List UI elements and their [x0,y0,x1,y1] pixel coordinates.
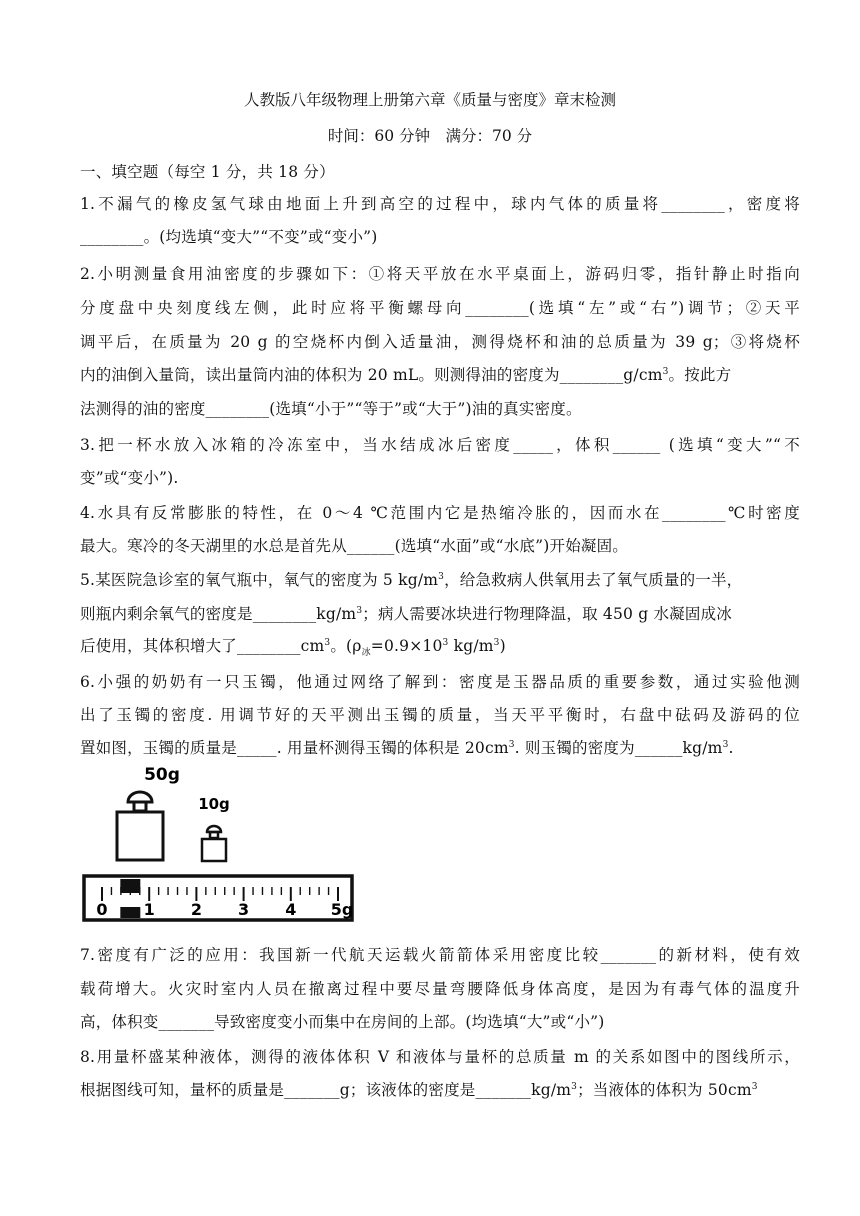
q2-line1: 2.小明测量食用油密度的步骤如下：①将天平放在水平桌面上，游码归零，指针静止时指向 [80,265,800,283]
q2-line5: 法测得的油的密度________(选填“小于”“等于”或“大于”)油的真实密度。 [80,400,582,418]
q5-line3-rho: 。(ρ [330,637,362,655]
exam-title: 人教版八年级物理上册第六章《质量与密度》章末检测 [243,91,616,109]
scale-tick-label: 2 [190,900,202,919]
q3-line2: 变”或“变小”). [80,469,179,487]
q6-line3-mid: . 则玉镯的密度为______kg/m [514,739,723,757]
q2-line4 [80,363,800,385]
q8-line2-sup2: 3 [751,1081,758,1092]
q4-line2: 最大。寒冷的冬天湖里的水总是首先从______(选填“水面”或“水底”)开始凝固。 [80,537,628,555]
rider-scale [84,876,353,920]
q1-line2: ________。(均选填“变大”“不变”或“变小”) [80,228,378,246]
q1-line1: 1.不漏气的橡皮氢气球由地面上升到高空的过程中，球内气体的质量将________，密度将 [80,195,800,213]
q6-line3-end: . [728,739,734,757]
q5-line2-text: 则瓶内剩余氧气的密度是________kg/m [80,605,357,623]
q5-line3-text: 后使用，其体积增大了________cm [80,637,325,655]
balance-weights-figure [80,762,380,932]
q5-line3-sup: 3 [324,637,331,648]
weight-50g [117,792,163,860]
section-heading: 一、填空题（每空 1 分，共 18 分） [80,163,335,181]
scale-tick-label: 3 [238,900,250,919]
q5-line1-end: ，给急救病人供氧用去了氧气质量的一半， [444,571,743,589]
weight-50g-label: 50g [144,765,180,785]
q7-line3: 高，体积变_______导致密度变小而集中在房间的上部。(均选填“大”或“小”) [80,1013,605,1031]
scale-tick-label: 4 [285,900,297,919]
q8-line2-mid: ；当液体的体积为 50cm [577,1081,752,1099]
q8-line2-sup: 3 [571,1081,578,1092]
q5-line3-sup3: 3 [493,637,500,648]
scale-tick-label: 1 [143,900,155,919]
q6-line3 [80,736,800,758]
q5-line3-unit: kg/m [448,637,494,655]
q5-line2 [80,602,800,624]
q7-line1: 7.密度有广泛的应用：我国新一代航天运载火箭箭体采用密度比较_______的新材料，使有效 [80,946,800,964]
rider-bottom [120,907,140,918]
scale-tick-label: 0 [96,900,108,919]
weight-10g-label: 10g [198,795,230,813]
scale-tick-label: 5g [330,900,354,919]
q5-line3-val: =0.9×10 [370,637,443,655]
q5-line3-sub: 冰 [361,648,371,659]
q5-line1 [80,568,800,590]
q2-line2: 分度盘中央刻度线左侧，此时应将平衡螺母向________(选填“左”或“右”)调节；②天平 [80,299,800,317]
q5-line2-sup: 3 [356,605,363,616]
q6-line1: 6.小强的奶奶有一只玉镯，他通过网络了解到：密度是玉器品质的重要参数，通过实验他测 [80,673,800,691]
q5-line3 [80,634,800,659]
exam-subtitle: 时间：60 分钟 满分：70 分 [327,127,533,145]
q7-line2: 载荷增大。火灾时室内人员在撤离过程中要尽量弯腰降低身体高度，是因为有毒气体的温度升 [80,980,800,998]
q8-line2 [80,1078,800,1100]
q6-line2: 出了玉镯的密度. 用调节好的天平测出玉镯的质量，当天平平衡时，右盘中砝码及游码的位 [80,706,800,724]
rider-top [120,879,140,893]
q8-line2-text: 根据图线可知，量杯的质量是_______g；该液体的密度是_______kg/m [80,1081,572,1099]
q5-line1-sup: 3 [438,571,445,582]
q6-line3-sup: 3 [508,739,515,750]
q2-line4-text: 内的油倒入量筒，读出量筒内油的体积为 20 mL。则测得油的密度为________g/cm [80,366,663,384]
weight-10g [202,826,226,861]
q6-line3-text: 置如图，玉镯的质量是_____. 用量杯测得玉镯的体积是 20cm [80,739,509,757]
q5-line3-close: ) [499,637,506,655]
q2-line4-sup: 3 [662,366,669,377]
q5-line2-end: ；病人需要冰块进行物理降温，取 450 g 水凝固成冰 [362,605,732,623]
q8-line1: 8.用量杯盛某种液体，测得的液体体积 V 和液体与量杯的总质量 m 的关系如图中的图线所示， [80,1048,800,1066]
q6-line3-sup2: 3 [722,739,729,750]
q5-line3-sup2: 3 [442,637,449,648]
q2-line3: 调平后，在质量为 20 g 的空烧杯内倒入适量油，测得烧杯和油的总质量为 39 g；③将烧杯 [80,333,800,351]
q4-line1: 4.水具有反常膨胀的特性，在 0～4 ℃范围内它是热缩冷胀的，因而水在________℃时密度 [80,504,800,522]
q3-line1: 3.把一杯水放入冰箱的冷冻室中，当水结成冰后密度_____，体积______ (选填“变大”“不 [80,436,800,454]
q5-line1-text: 5.某医院急诊室的氧气瓶中，氧气的密度为 5 kg/m [80,571,439,589]
q2-line4-end: 。按此方 [668,366,732,384]
